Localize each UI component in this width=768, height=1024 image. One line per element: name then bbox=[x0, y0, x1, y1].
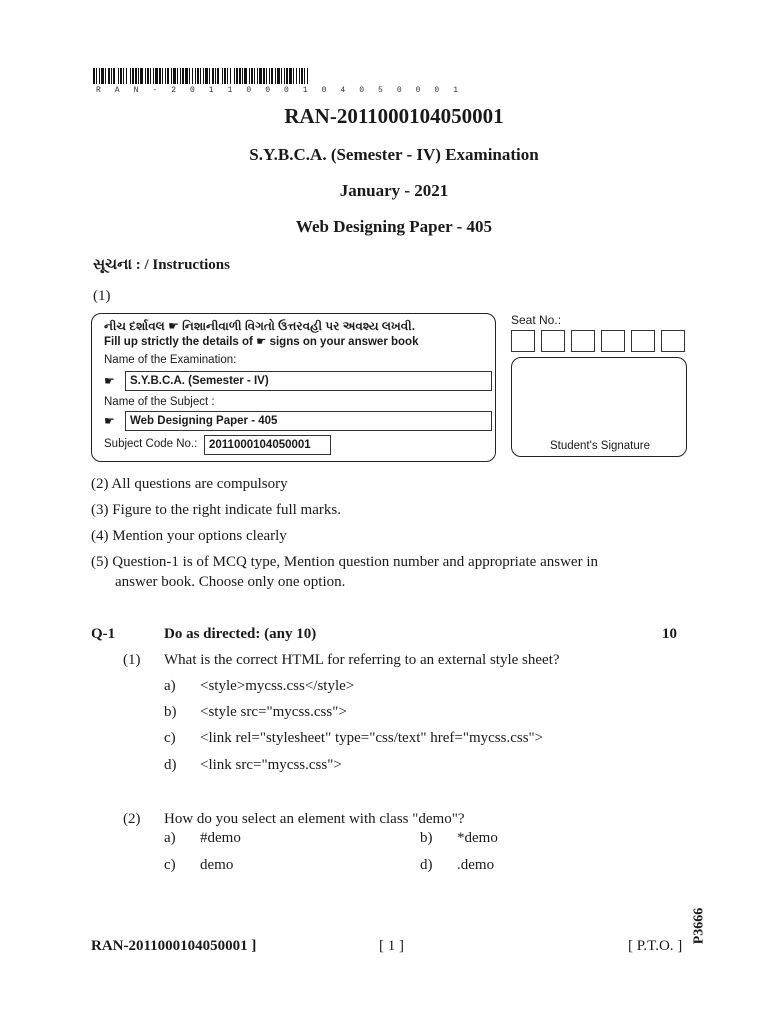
barcode-bar bbox=[249, 68, 250, 84]
barcode-bar bbox=[197, 68, 199, 84]
subject-name-field: Web Designing Paper - 405 bbox=[125, 411, 492, 431]
exam-name-label: Name of the Examination: bbox=[104, 354, 237, 366]
barcode-bar bbox=[289, 68, 292, 84]
sub-question-text: How do you select an element with class "demo"? bbox=[164, 811, 465, 827]
barcode-bar bbox=[195, 68, 196, 84]
barcode-bar bbox=[147, 68, 149, 84]
instruction-2: (2) All questions are compulsory bbox=[91, 476, 288, 492]
barcode-bar bbox=[257, 68, 258, 84]
exam-name-field: S.Y.B.C.A. (Semester - IV) bbox=[125, 371, 492, 391]
barcode-bar bbox=[177, 68, 178, 84]
barcode-bar bbox=[299, 68, 300, 84]
barcode-bar bbox=[165, 68, 166, 84]
barcode-bar bbox=[138, 68, 139, 84]
barcode-bar bbox=[93, 68, 95, 84]
option-label: c) bbox=[164, 730, 176, 746]
subject-code-field: 2011000104050001 bbox=[204, 435, 331, 455]
student-signature-box bbox=[511, 357, 687, 457]
gujarati-instruction: નીચ દર્શાવલ ☛ નિશાનીવાળી વિગતો ઉત્તરવહી પર અવશ્ય લખવી. bbox=[104, 319, 416, 333]
barcode-text: R A N - 2 0 1 1 0 0 0 1 0 4 0 5 0 0 0 1 bbox=[96, 86, 463, 95]
option-label: d) bbox=[164, 757, 177, 773]
barcode-bar bbox=[123, 68, 124, 84]
option-label: a) bbox=[164, 678, 176, 694]
barcode-bar bbox=[307, 68, 308, 84]
option-text: <style src="mycss.css"> bbox=[200, 704, 347, 720]
barcode-bar bbox=[212, 68, 214, 84]
barcode-bar bbox=[236, 68, 238, 84]
barcode-bar bbox=[192, 68, 193, 84]
barcode-bar bbox=[296, 68, 297, 84]
barcode-bar bbox=[293, 68, 294, 84]
barcode-bar bbox=[284, 68, 285, 84]
paper-side-code: P3666 bbox=[691, 907, 707, 945]
barcode-bar bbox=[203, 68, 204, 84]
barcode-bar bbox=[266, 68, 267, 84]
barcode-bar bbox=[153, 68, 154, 84]
barcode-bar bbox=[162, 68, 163, 84]
option-text: demo bbox=[200, 857, 234, 873]
barcode-bar bbox=[101, 68, 104, 84]
barcode-bar bbox=[251, 68, 253, 84]
option-label: a) bbox=[164, 830, 176, 846]
seat-number-cell bbox=[631, 330, 655, 352]
paper-title: Web Designing Paper - 405 bbox=[295, 217, 493, 236]
barcode-bar bbox=[173, 68, 176, 84]
option-text: <style>mycss.css</style> bbox=[200, 678, 355, 694]
barcode-bar bbox=[150, 68, 151, 84]
document-code: RAN-2011000104050001 bbox=[284, 104, 504, 128]
barcode-bar bbox=[185, 68, 188, 84]
barcode-bar bbox=[155, 68, 158, 84]
sub-question-number: (1) bbox=[123, 652, 141, 668]
barcode-bar bbox=[180, 68, 181, 84]
barcode-bar bbox=[200, 68, 201, 84]
barcode-bar bbox=[244, 68, 247, 84]
barcode-bar bbox=[242, 68, 243, 84]
seat-number-cell bbox=[601, 330, 625, 352]
question-number: Q-1 bbox=[91, 626, 116, 642]
instruction-5-continued: answer book. Choose only one option. bbox=[115, 574, 346, 590]
subject-code-label: Subject Code No.: bbox=[104, 438, 198, 450]
barcode-bar bbox=[159, 68, 161, 84]
subject-name-label: Name of the Subject : bbox=[104, 396, 215, 408]
barcode-bar bbox=[108, 68, 110, 84]
seat-number-label: Seat No.: bbox=[511, 313, 562, 327]
barcode-bar bbox=[286, 68, 288, 84]
question-marks: 10 bbox=[662, 626, 677, 642]
exam-title: S.Y.B.C.A. (Semester - IV) Examination bbox=[249, 145, 539, 164]
seat-number-cell bbox=[541, 330, 565, 352]
option-label: b) bbox=[164, 704, 177, 720]
pointing-hand-icon: ☛ bbox=[104, 414, 115, 428]
seat-number-cell bbox=[511, 330, 535, 352]
barcode-bar bbox=[140, 68, 143, 84]
barcode-bar bbox=[254, 68, 255, 84]
page-number: [ 1 ] bbox=[379, 938, 404, 954]
sub-question-number: (2) bbox=[123, 811, 141, 827]
barcode-bar bbox=[205, 68, 208, 84]
barcode-bar bbox=[132, 68, 134, 84]
option-text: <link src="mycss.css"> bbox=[200, 757, 342, 773]
barcode-bar bbox=[99, 68, 100, 84]
option-text: .demo bbox=[457, 857, 495, 873]
please-turn-over: [ P.T.O. ] bbox=[628, 938, 683, 954]
barcode bbox=[93, 68, 309, 84]
barcode-bar bbox=[182, 68, 184, 84]
barcode-bar bbox=[239, 68, 241, 84]
barcode-bar bbox=[105, 68, 106, 84]
barcode-bar bbox=[271, 68, 273, 84]
barcode-bar bbox=[130, 68, 131, 84]
barcode-bar bbox=[304, 68, 305, 84]
barcode-bar bbox=[209, 68, 210, 84]
exam-date: January - 2021 bbox=[339, 181, 449, 200]
barcode-bar bbox=[167, 68, 169, 84]
barcode-bar bbox=[120, 68, 122, 84]
barcode-bar bbox=[145, 68, 146, 84]
pointing-hand-icon: ☛ bbox=[104, 374, 115, 388]
barcode-bar bbox=[275, 68, 276, 84]
barcode-bar bbox=[281, 68, 282, 84]
barcode-bar bbox=[301, 68, 303, 84]
barcode-bar bbox=[234, 68, 235, 84]
barcode-bar bbox=[263, 68, 265, 84]
sub-question-text: What is the correct HTML for referring to an external style sheet? bbox=[164, 652, 560, 668]
option-label: b) bbox=[420, 830, 433, 846]
option-text: #demo bbox=[200, 830, 241, 846]
barcode-bar bbox=[96, 68, 97, 84]
fill-instruction: Fill up strictly the details of ☛ signs on your answer book bbox=[104, 336, 419, 348]
seat-number-cell bbox=[571, 330, 595, 352]
barcode-bar bbox=[227, 68, 228, 84]
barcode-bar bbox=[217, 68, 219, 84]
instruction-4: (4) Mention your options clearly bbox=[91, 528, 287, 544]
footer-document-code: RAN-2011000104050001 ] bbox=[91, 938, 257, 954]
barcode-bar bbox=[259, 68, 262, 84]
option-label: c) bbox=[164, 857, 176, 873]
instruction-3: (3) Figure to the right indicate full marks. bbox=[91, 502, 341, 518]
barcode-bar bbox=[135, 68, 137, 84]
instructions-heading: સૂચના : / Instructions bbox=[93, 257, 230, 273]
student-signature-label: Student's Signature bbox=[549, 440, 650, 452]
barcode-bar bbox=[111, 68, 112, 84]
barcode-bar bbox=[222, 68, 223, 84]
option-text: <link rel="stylesheet" type="css/text" href="mycss.css"> bbox=[200, 730, 544, 746]
barcode-bar bbox=[171, 68, 172, 84]
answer-book-details-box bbox=[91, 313, 496, 462]
barcode-bar bbox=[224, 68, 226, 84]
barcode-bar bbox=[215, 68, 216, 84]
barcode-bar bbox=[230, 68, 231, 84]
barcode-bar bbox=[113, 68, 115, 84]
barcode-bar bbox=[126, 68, 127, 84]
option-label: d) bbox=[420, 857, 433, 873]
barcode-bar bbox=[269, 68, 270, 84]
question-title: Do as directed: (any 10) bbox=[164, 626, 317, 642]
seat-number-cell bbox=[661, 330, 685, 352]
barcode-bar bbox=[118, 68, 119, 84]
option-text: *demo bbox=[457, 830, 498, 846]
barcode-bar bbox=[189, 68, 190, 84]
barcode-bar bbox=[277, 68, 280, 84]
instruction-1-number: (1) bbox=[93, 288, 111, 304]
instruction-5: (5) Question-1 is of MCQ type, Mention question number and appropriate answer in bbox=[91, 554, 598, 570]
